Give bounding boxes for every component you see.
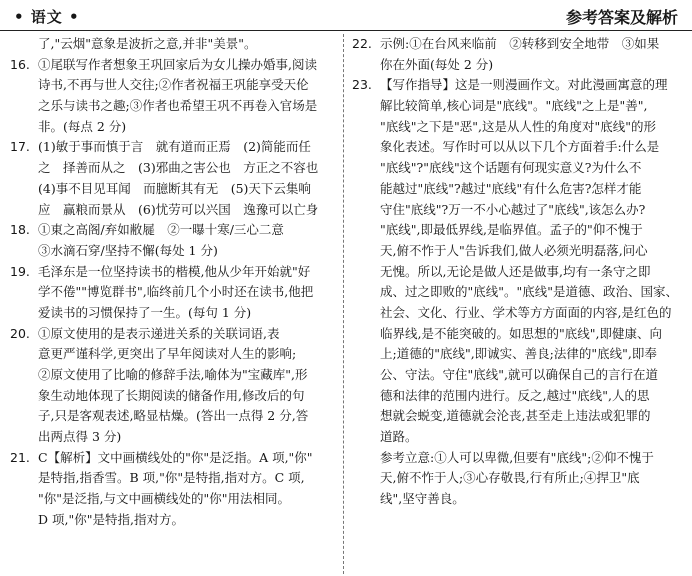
answer-line: 公、守法。守住"底线",就可以确保自己的言行在道	[380, 367, 658, 382]
answer-line: 能越过"底线"?越过"底线"有什么危害?怎样才能	[380, 180, 642, 196]
answer-line: 诗书,不再与世人交往;②作者祝福王巩能享受天伦	[38, 77, 309, 93]
question-number: 18.	[10, 222, 30, 238]
answer-item	[352, 75, 682, 509]
subject-label: • 语文 •	[14, 8, 80, 26]
answer-line: 线",坚守善良。	[380, 491, 465, 507]
answer-text	[38, 137, 336, 220]
answer-line: 象化表述。写作时可以从以下几个方面着手:什么是	[380, 139, 660, 155]
answer-line: (1)敏于事而慎于言 就有道而正焉 (2)简能而任	[38, 139, 311, 155]
answer-line: 无愧。所以,无论是做人还是做事,均有一条守之即	[380, 263, 651, 279]
answer-line: 德和法律的范围内进行。反之,越过"底线",人的思	[380, 387, 650, 403]
answer-line: 成、过之即败的"底线"。"底线"是道德、政治、国家、	[380, 284, 678, 300]
answer-line: 社会、文化、行业、学术等方方面面的内容,是红色的	[380, 304, 672, 320]
answer-line: 参考立意:①人可以卑微,但要有"底线";②仰不愧于	[380, 449, 654, 465]
answer-line: "底线"?"底线"这个话题有何现实意义?为什么不	[380, 160, 642, 176]
answer-item	[10, 262, 336, 324]
column-divider	[343, 34, 344, 574]
answer-line: 象生动地体现了长期阅读的储备作用,修改后的句	[38, 387, 305, 403]
answer-line: 应 赢粮而景从 (6)忧劳可以兴国 逸豫可以亡身	[38, 201, 319, 217]
question-number: 22.	[352, 36, 372, 51]
question-number: 16.	[10, 56, 30, 72]
question-number: 23.	[352, 77, 372, 93]
answer-line: 天,俯不怍于人;③心存敬畏,行有所止;④捍卫"底	[380, 470, 640, 486]
question-number: 17.	[10, 139, 30, 155]
answer-line: 天,俯不怍于人"告诉我们,做人必须光明磊落,问心	[380, 242, 648, 258]
answer-line: 【写作指导】这是一则漫画作文。对此漫画寓意的理	[380, 77, 668, 93]
answer-line: C【解析】文中画横线处的"你"是泛指。A 项,"你"	[38, 449, 313, 465]
answer-line: 非。(每点 2 分)	[38, 118, 127, 134]
answer-line: 示例:①在台风来临前 ②转移到安全地带 ③如果	[380, 36, 660, 51]
answer-item	[10, 34, 336, 55]
answer-line: ①尾联写作者想象王巩回家后为女儿操办婚事,阅读	[38, 56, 317, 72]
answer-line: 是特指,指香雪。B 项,"你"是特指,指对方。C 项,	[38, 470, 305, 486]
question-number: 21.	[10, 449, 30, 465]
question-number: 20.	[10, 325, 30, 341]
answer-line: 你在外面(每处 2 分)	[380, 56, 494, 72]
answer-line: 守住"底线"?万一不小心越过了"底线",该怎么办?	[380, 201, 646, 217]
answer-item	[10, 137, 336, 220]
answer-item	[10, 220, 336, 261]
answer-line: 临界线,是不能突破的。如思想的"底线",即健康、向	[380, 325, 662, 341]
answer-line: 出两点得 3 分)	[38, 429, 122, 445]
answer-text	[380, 34, 682, 75]
page-title: 参考答案及解析	[565, 8, 678, 27]
answer-line: (4)事不目见耳闻 而臆断其有无 (5)天下云集响	[38, 180, 311, 196]
answer-text	[38, 34, 336, 55]
answer-text	[38, 448, 336, 531]
answer-text	[38, 55, 336, 138]
answer-text	[38, 324, 336, 448]
answer-text	[38, 220, 336, 261]
answer-line: 了,"云烟"意象是波折之意,并非"美景"。	[38, 36, 257, 51]
answer-line: 意更严谨科学,更突出了早年阅读对人生的影响;	[38, 346, 297, 362]
answer-line: D 项,"你"是特指,指对方。	[38, 511, 184, 527]
answer-line: 道路。	[380, 429, 418, 445]
answer-line: "底线",即最低界线,是临界值。孟子的"仰不愧于	[380, 222, 643, 238]
answer-line: 之乐与读书之趣;③作者也希望王巩不再卷入官场是	[38, 98, 318, 114]
answer-line: 解比较简单,核心词是"底线"。"底线"之上是"善",	[380, 98, 648, 114]
answer-line: 毛泽东是一位坚持读书的楷模,他从少年开始就"好	[38, 263, 311, 279]
answer-item	[10, 448, 336, 531]
answer-line: 爱读书的习惯保持了一生。(每句 1 分)	[38, 304, 252, 320]
right-column	[352, 34, 682, 510]
left-column	[10, 34, 336, 531]
answer-line: ①原文使用的是表示递进关系的关联词语,表	[38, 325, 280, 341]
answer-line: "底线"之下是"恶",这是从人性的角度对"底线"的形	[380, 118, 656, 134]
answer-item	[352, 34, 682, 75]
answer-line: ①東之高阁/弃如敝屣 ②一曝十寒/三心二意	[38, 222, 284, 238]
question-number	[10, 34, 38, 55]
answer-item	[10, 324, 336, 448]
question-number: 19.	[10, 263, 30, 279]
answer-line: "你"是泛指,与文中画横线处的"你"用法相同。	[38, 491, 290, 507]
answer-line: 学不倦""博览群书",临终前几个小时还在读书,他把	[38, 284, 314, 300]
answer-line: 上;道德的"底线",即诚实、善良;法律的"底线",即奉	[380, 346, 657, 362]
answer-text	[380, 75, 682, 509]
answer-line: 想就会蜕变,道德就会沦丧,甚至走上违法或犯罪的	[380, 408, 651, 424]
answer-line: ②原文使用了比喻的修辞手法,喻体为"宝藏库",形	[38, 367, 308, 382]
page-header	[0, 0, 692, 31]
answer-item	[10, 55, 336, 138]
answer-text	[38, 262, 336, 324]
answer-line: ③水滴石穿/坚持不懈(每处 1 分)	[38, 242, 218, 258]
answer-line: 之 择善而从之 (3)邪曲之害公也 方正之不容也	[38, 160, 319, 176]
answer-line: 子,只是客观表述,略显枯燥。(答出一点得 2 分,答	[38, 408, 309, 424]
